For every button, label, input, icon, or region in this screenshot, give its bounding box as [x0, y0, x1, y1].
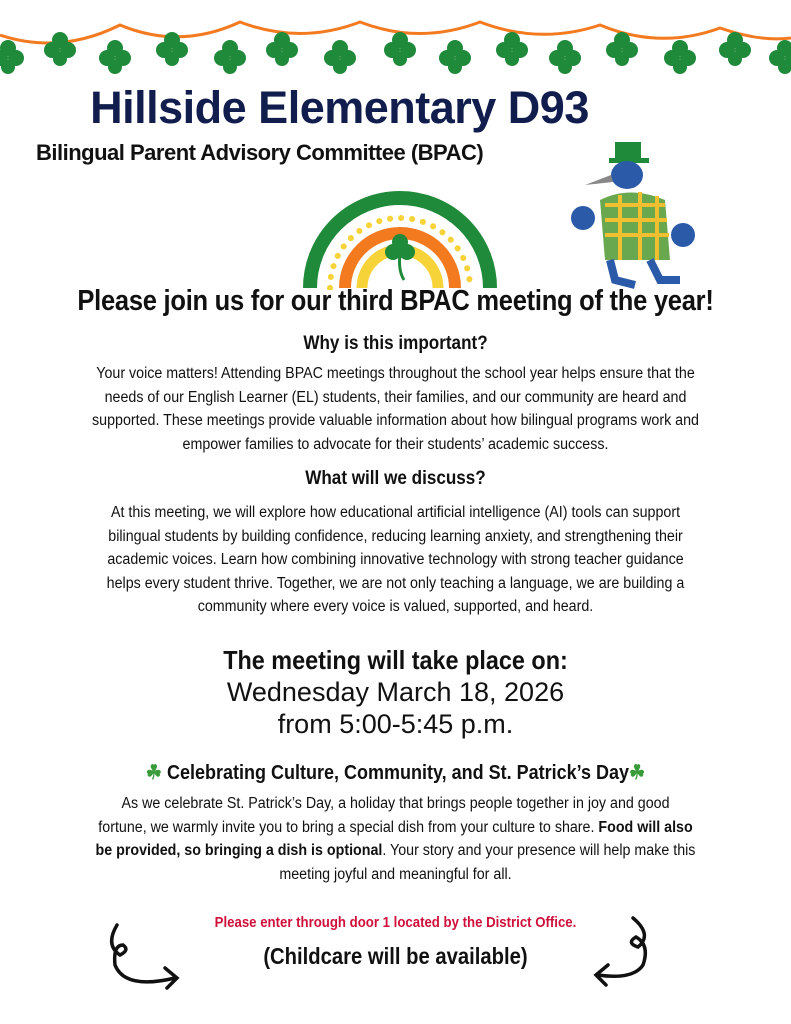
shamrock-icon: ☘: [145, 762, 162, 784]
curly-arrow-right-icon: [105, 920, 190, 995]
shamrock-icon: [266, 32, 298, 66]
bold-text: Food will also: [598, 818, 693, 836]
text-line: helps every student thrive. Together, we are not only teaching a language, we are building a: [106, 574, 685, 592]
page-title: Hillside Elementary D93: [90, 82, 589, 133]
text-line: As we celebrate St. Patrick’s Day, a holiday that brings people together in joy and good: [121, 795, 670, 812]
why-heading: Why is this important?: [303, 333, 488, 354]
childcare-notice: (Childcare will be available): [263, 943, 528, 969]
text-line: supported. These meetings provide valuable information about how bilingual programs work and: [92, 412, 699, 429]
shamrock-icon: [214, 40, 246, 74]
discuss-heading: What will we discuss?: [305, 468, 486, 489]
text: fortune, we warmly invite you to bring a special dish from your culture to share.: [98, 818, 599, 836]
meeting-time: from 5:00-5:45 p.m.: [277, 709, 514, 739]
shamrock-icon: [606, 32, 638, 66]
shamrock-icon: ☘: [629, 762, 646, 784]
celebrating-heading: [40, 760, 752, 785]
text-line: At this meeting, we will explore how educational artificial intelligence (AI) tools can support: [110, 504, 681, 521]
curly-arrow-left-icon: [588, 915, 658, 990]
text-line: Your voice matters! Attending BPAC meetings throughout the school year helps ensure that the: [96, 365, 695, 382]
shamrock-icon: [769, 40, 791, 74]
subtitle: Bilingual Parent Advisory Committee (BPAC): [36, 140, 484, 165]
meeting-date: Wednesday March 18, 2026: [226, 677, 565, 707]
bold-text: be provided, so bringing a dish is optional: [95, 842, 383, 859]
door-notice: Please enter through door 1 located by the District Office.: [214, 914, 577, 931]
text-line: [32, 839, 760, 863]
shamrock-icon: [549, 40, 581, 74]
text-line: academic voices. Learn how combining innovative technology with strong teacher guidance: [107, 551, 684, 568]
celebrating-paragraph: [32, 792, 760, 886]
shamrock-icon: [384, 32, 416, 66]
text-line: needs of our English Learner (EL) students, their families, and our community are heard and: [104, 388, 687, 406]
shamrock-icon: [385, 234, 415, 280]
rainbow-illustration: [300, 180, 500, 290]
shamrock-icon: [664, 40, 696, 74]
shamrock-icon: [496, 32, 528, 66]
text-line: [32, 816, 760, 840]
text: . Your story and your presence will help make this: [382, 842, 696, 859]
shamrock-icon: [719, 32, 751, 66]
text-line: bilingual students by building confidence, reducing learning anxiety, and strengthening their: [108, 527, 683, 545]
shamrock-icon: [44, 32, 76, 66]
text-line: community where every voice is valued, supported, and heard.: [197, 598, 594, 615]
why-paragraph: [32, 362, 760, 456]
text-line: meeting joyful and meaningful for all.: [279, 865, 512, 883]
shamrock-icon: [439, 40, 471, 74]
meeting-label: The meeting will take place on:: [223, 645, 568, 675]
meeting-info: [0, 645, 791, 740]
shamrock-icon: [324, 40, 356, 74]
shamrock-garland: [0, 0, 791, 85]
bluejay-mascot-illustration: [565, 140, 705, 290]
headline: Please join us for our third BPAC meeting of the year!: [77, 285, 714, 317]
discuss-paragraph: [32, 501, 760, 619]
shamrock-icon: [0, 40, 24, 74]
heading-text: Celebrating Culture, Community, and St. Patrick’s Day: [166, 762, 630, 784]
text-line: empower families to advocate for their students’ academic success.: [182, 435, 609, 453]
shamrock-icon: [99, 40, 131, 74]
